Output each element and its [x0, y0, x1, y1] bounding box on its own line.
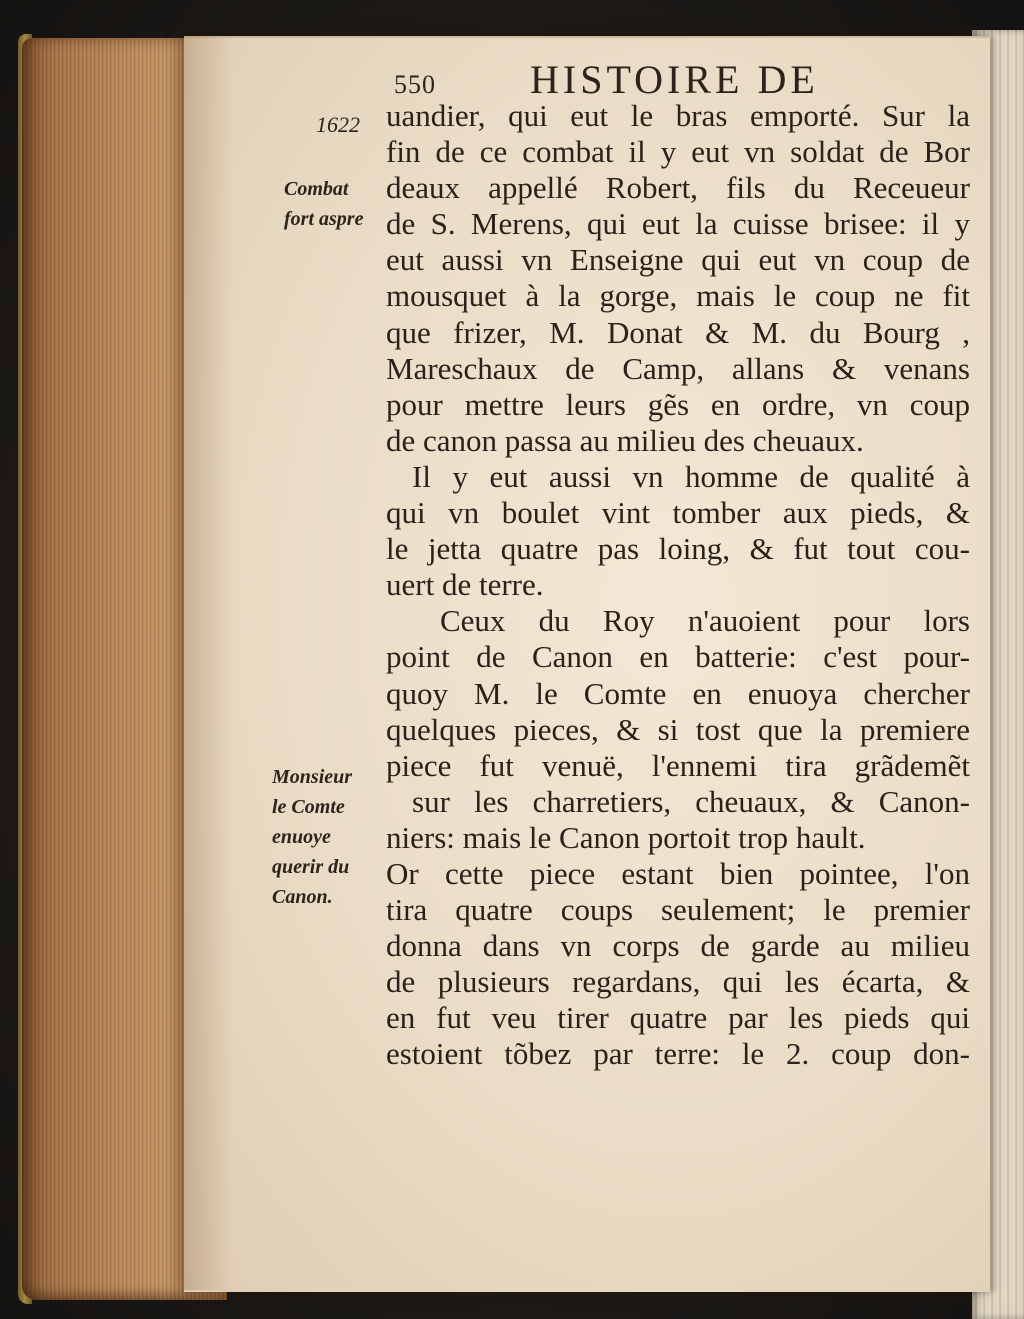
text-line: fin de ce combat il y eut vn soldat de Bor: [386, 134, 970, 170]
text-line: Mareschaux de Camp, allans & venans: [386, 350, 970, 386]
text-line: niers: mais le Canon portoit trop hault.: [386, 819, 866, 855]
marginal-note-comte: [272, 762, 352, 912]
text-line: uandier, qui eut le bras emporté. Sur la: [386, 98, 970, 133]
text-line: de plusieurs regardans, qui les écarta, &: [386, 964, 970, 1000]
text-line: sur les charretiers, cheuaux, & Canon-: [412, 783, 970, 819]
marginal-note-combat: [284, 174, 363, 234]
text-line: Or cette piece estant bien pointee, l'on: [386, 855, 970, 891]
marginal-note-line: Monsieur: [272, 766, 353, 788]
marginal-note-line: querir du: [272, 856, 350, 878]
text-line: Ceux du Roy n'auoient pour lors: [440, 603, 970, 639]
year-marginal: 1622: [316, 112, 360, 137]
text-line: de S. Merens, qui eut la cuisse brisee: il y: [386, 206, 970, 242]
text-line: tira quatre coups seulement; le premier: [386, 892, 970, 928]
text-line: en fut veu tirer quatre par les pieds qui: [386, 1000, 970, 1036]
text-line: le jetta quatre pas loing, & fut tout cou-: [386, 531, 970, 567]
text-line: piece fut venuë, l'ennemi tira grãdemẽt: [386, 747, 970, 783]
text-line: eut aussi vn Enseigne qui eut vn coup de: [386, 242, 970, 278]
body-text: [386, 98, 970, 1073]
text-line: qui vn boulet vint tomber aux pieds, &: [386, 495, 970, 531]
text-line: mousquet à la gorge, mais le coup ne fit: [386, 278, 970, 314]
marginal-note-line: Combat: [284, 178, 349, 200]
marginal-note-line: le Comte: [272, 796, 345, 818]
text-line: pour mettre leurs gẽs en ordre, vn coup: [386, 386, 970, 422]
text-line: de canon passa au milieu des cheuaux.: [386, 422, 864, 458]
running-title: HISTOIRE DE: [530, 57, 819, 102]
text-line: donna dans vn corps de garde au milieu: [386, 928, 970, 964]
text-line: que frizer, M. Donat & M. du Bourg ,: [386, 314, 970, 350]
text-line: estoient tõbez par terre: le 2. coup don-: [386, 1036, 970, 1072]
marginal-note-line: Canon.: [272, 886, 333, 908]
text-line: deaux appellé Robert, fils du Receueur: [386, 170, 970, 206]
text-line: quoy M. le Comte en enuoya chercher: [386, 675, 970, 711]
text-line: Il y eut aussi vn homme de qualité à: [412, 458, 970, 494]
marginal-note-line: fort aspre: [284, 208, 364, 230]
page-number: 550: [394, 70, 436, 99]
marginal-note-line: enuoye: [272, 826, 331, 848]
text-line: quelques pieces, & si tost que la premiere: [386, 711, 970, 747]
text-line: point de Canon en batterie: c'est pour-: [386, 639, 970, 675]
text-line: uert de terre.: [386, 567, 544, 603]
